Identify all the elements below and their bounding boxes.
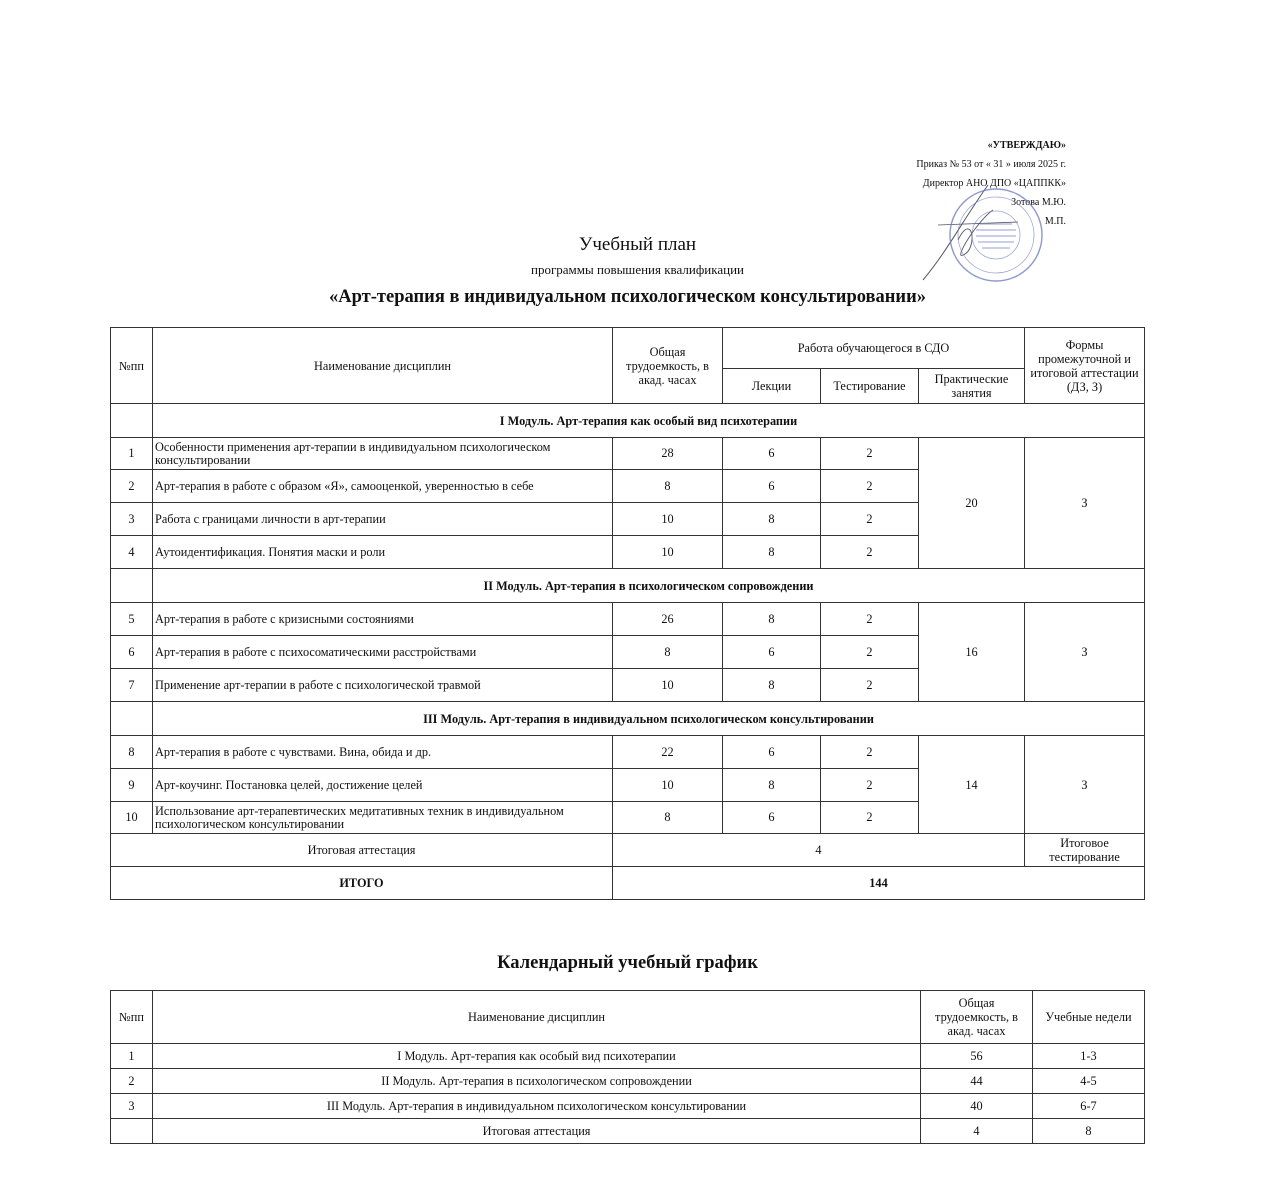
total-hours: 26	[613, 603, 723, 636]
lectures-hours: 6	[723, 438, 821, 470]
final-attestation-hours: 4	[613, 834, 1025, 867]
row-num: 7	[111, 669, 153, 702]
calendar-total-hours: 56	[921, 1044, 1033, 1069]
testing-hours: 2	[821, 736, 919, 769]
lectures-hours: 6	[723, 470, 821, 503]
calendar-row-num: 3	[111, 1094, 153, 1119]
testing-hours: 2	[821, 470, 919, 503]
calendar-row-num: 2	[111, 1069, 153, 1094]
calendar-weeks: 8	[1033, 1119, 1145, 1144]
calendar-module-name: III Модуль. Арт-терапия в индивидуальном психологическом консультировании	[153, 1094, 921, 1119]
calendar-row	[111, 1069, 1145, 1094]
calendar-row-num	[111, 1119, 153, 1144]
curriculum-table	[110, 327, 1145, 900]
testing-hours: 2	[821, 503, 919, 536]
total-hours: 22	[613, 736, 723, 769]
approval-name: Зотова М.Ю.	[1011, 197, 1066, 208]
calendar-row	[111, 1119, 1145, 1144]
module-title: I Модуль. Арт-терапия как особый вид психотерапии	[153, 404, 1145, 438]
total-row	[111, 867, 1145, 900]
testing-hours: 2	[821, 438, 919, 470]
total-hours: 10	[613, 536, 723, 569]
discipline-name: Арт-коучинг. Постановка целей, достижение целей	[153, 769, 613, 802]
testing-hours: 2	[821, 636, 919, 669]
plan-title: Учебный план	[578, 234, 697, 255]
attestation-form: З	[1025, 438, 1145, 569]
total-hours-value: 144	[613, 867, 1145, 900]
row-num: 2	[111, 470, 153, 503]
calendar-header-weeks: Учебные недели	[1033, 991, 1145, 1044]
discipline-name: Использование арт-терапевтических медитативных техник в индивидуальном психологическом консультировании	[153, 802, 613, 834]
approval-order: Приказ № 53 от « 31 » июля 2025 г.	[916, 159, 1066, 170]
module-num-empty	[111, 404, 153, 438]
testing-hours: 2	[821, 536, 919, 569]
testing-hours: 2	[821, 802, 919, 834]
table-header-row	[111, 328, 1145, 369]
calendar-header-row	[111, 991, 1145, 1044]
calendar-header-num: №пп	[111, 991, 153, 1044]
module-row	[111, 702, 1145, 736]
module-title: III Модуль. Арт-терапия в индивидуальном психологическом консультировании	[153, 702, 1145, 736]
calendar-total-hours: 44	[921, 1069, 1033, 1094]
lectures-hours: 6	[723, 636, 821, 669]
discipline-name: Особенности применения арт-терапии в индивидуальном психологическом консультировании	[153, 438, 613, 470]
calendar-row	[111, 1044, 1145, 1069]
discipline-name: Арт-терапия в работе с чувствами. Вина, обида и др.	[153, 736, 613, 769]
total-hours: 8	[613, 802, 723, 834]
attestation-form: З	[1025, 603, 1145, 702]
row-num: 1	[111, 438, 153, 470]
calendar-module-name: Итоговая аттестация	[153, 1119, 921, 1144]
discipline-name: Арт-терапия в работе с психосоматическими расстройствами	[153, 636, 613, 669]
lectures-hours: 8	[723, 536, 821, 569]
lectures-hours: 8	[723, 603, 821, 636]
row-num: 9	[111, 769, 153, 802]
discipline-name: Применение арт-терапии в работе с психологической травмой	[153, 669, 613, 702]
module-title: II Модуль. Арт-терапия в психологическом сопровождении	[153, 569, 1145, 603]
row-num: 8	[111, 736, 153, 769]
approval-director: Директор АНО ДПО «ЦАППКК»	[922, 178, 1066, 189]
final-attestation-label: Итоговая аттестация	[111, 834, 613, 867]
calendar-table	[110, 990, 1145, 1144]
module-num-empty	[111, 702, 153, 736]
row-num: 4	[111, 536, 153, 569]
row-num: 3	[111, 503, 153, 536]
row-num: 5	[111, 603, 153, 636]
lectures-hours: 8	[723, 503, 821, 536]
total-hours: 8	[613, 636, 723, 669]
column-header-lectures: Лекции	[723, 369, 821, 404]
approval-title: «УТВЕРЖДАЮ»	[987, 140, 1066, 151]
table-row	[111, 603, 1145, 636]
column-header-sdo: Работа обучающегося в СДО	[723, 328, 1025, 369]
module-row	[111, 569, 1145, 603]
calendar-title: Календарный учебный график	[497, 953, 758, 973]
discipline-name: Работа с границами личности в арт-терапии	[153, 503, 613, 536]
practice-hours: 14	[919, 736, 1025, 834]
total-label: ИТОГО	[111, 867, 613, 900]
module-row	[111, 404, 1145, 438]
column-header-total: Общая трудоемкость, в акад. часах	[613, 328, 723, 404]
column-header-testing: Тестирование	[821, 369, 919, 404]
lectures-hours: 8	[723, 769, 821, 802]
row-num: 6	[111, 636, 153, 669]
lectures-hours: 6	[723, 736, 821, 769]
table-row	[111, 438, 1145, 470]
total-hours: 10	[613, 769, 723, 802]
row-num: 10	[111, 802, 153, 834]
approval-seal-label: М.П.	[1044, 216, 1066, 227]
final-attestation-form: Итоговое тестирование	[1025, 834, 1145, 867]
calendar-total-hours: 4	[921, 1119, 1033, 1144]
column-header-practice: Практические занятия	[919, 369, 1025, 404]
column-header-forms: Формы промежуточной и итоговой аттестации (ДЗ, З)	[1025, 328, 1145, 404]
calendar-module-name: II Модуль. Арт-терапия в психологическом сопровождении	[153, 1069, 921, 1094]
total-hours: 10	[613, 503, 723, 536]
discipline-name: Аутоидентификация. Понятия маски и роли	[153, 536, 613, 569]
discipline-name: Арт-терапия в работе с образом «Я», самооценкой, уверенностью в себе	[153, 470, 613, 503]
practice-hours: 20	[919, 438, 1025, 569]
testing-hours: 2	[821, 603, 919, 636]
testing-hours: 2	[821, 669, 919, 702]
calendar-weeks: 6-7	[1033, 1094, 1145, 1119]
lectures-hours: 8	[723, 669, 821, 702]
column-header-name: Наименование дисциплин	[153, 328, 613, 404]
attestation-form: З	[1025, 736, 1145, 834]
plan-subtitle: программы повышения квалификации	[530, 262, 744, 277]
table-row	[111, 736, 1145, 769]
total-hours: 28	[613, 438, 723, 470]
calendar-header-total: Общая трудоемкость, в акад. часах	[921, 991, 1033, 1044]
lectures-hours: 6	[723, 802, 821, 834]
program-title: «Арт-терапия в индивидуальном психологическом консультировании»	[329, 287, 926, 307]
calendar-weeks: 1-3	[1033, 1044, 1145, 1069]
calendar-total-hours: 40	[921, 1094, 1033, 1119]
calendar-weeks: 4-5	[1033, 1069, 1145, 1094]
column-header-num: №пп	[111, 328, 153, 404]
testing-hours: 2	[821, 769, 919, 802]
calendar-module-name: I Модуль. Арт-терапия как особый вид психотерапии	[153, 1044, 921, 1069]
practice-hours: 16	[919, 603, 1025, 702]
total-hours: 8	[613, 470, 723, 503]
final-attestation-row	[111, 834, 1145, 867]
total-hours: 10	[613, 669, 723, 702]
calendar-row	[111, 1094, 1145, 1119]
discipline-name: Арт-терапия в работе с кризисными состояниями	[153, 603, 613, 636]
calendar-row-num: 1	[111, 1044, 153, 1069]
module-num-empty	[111, 569, 153, 603]
calendar-header-name: Наименование дисциплин	[153, 991, 921, 1044]
